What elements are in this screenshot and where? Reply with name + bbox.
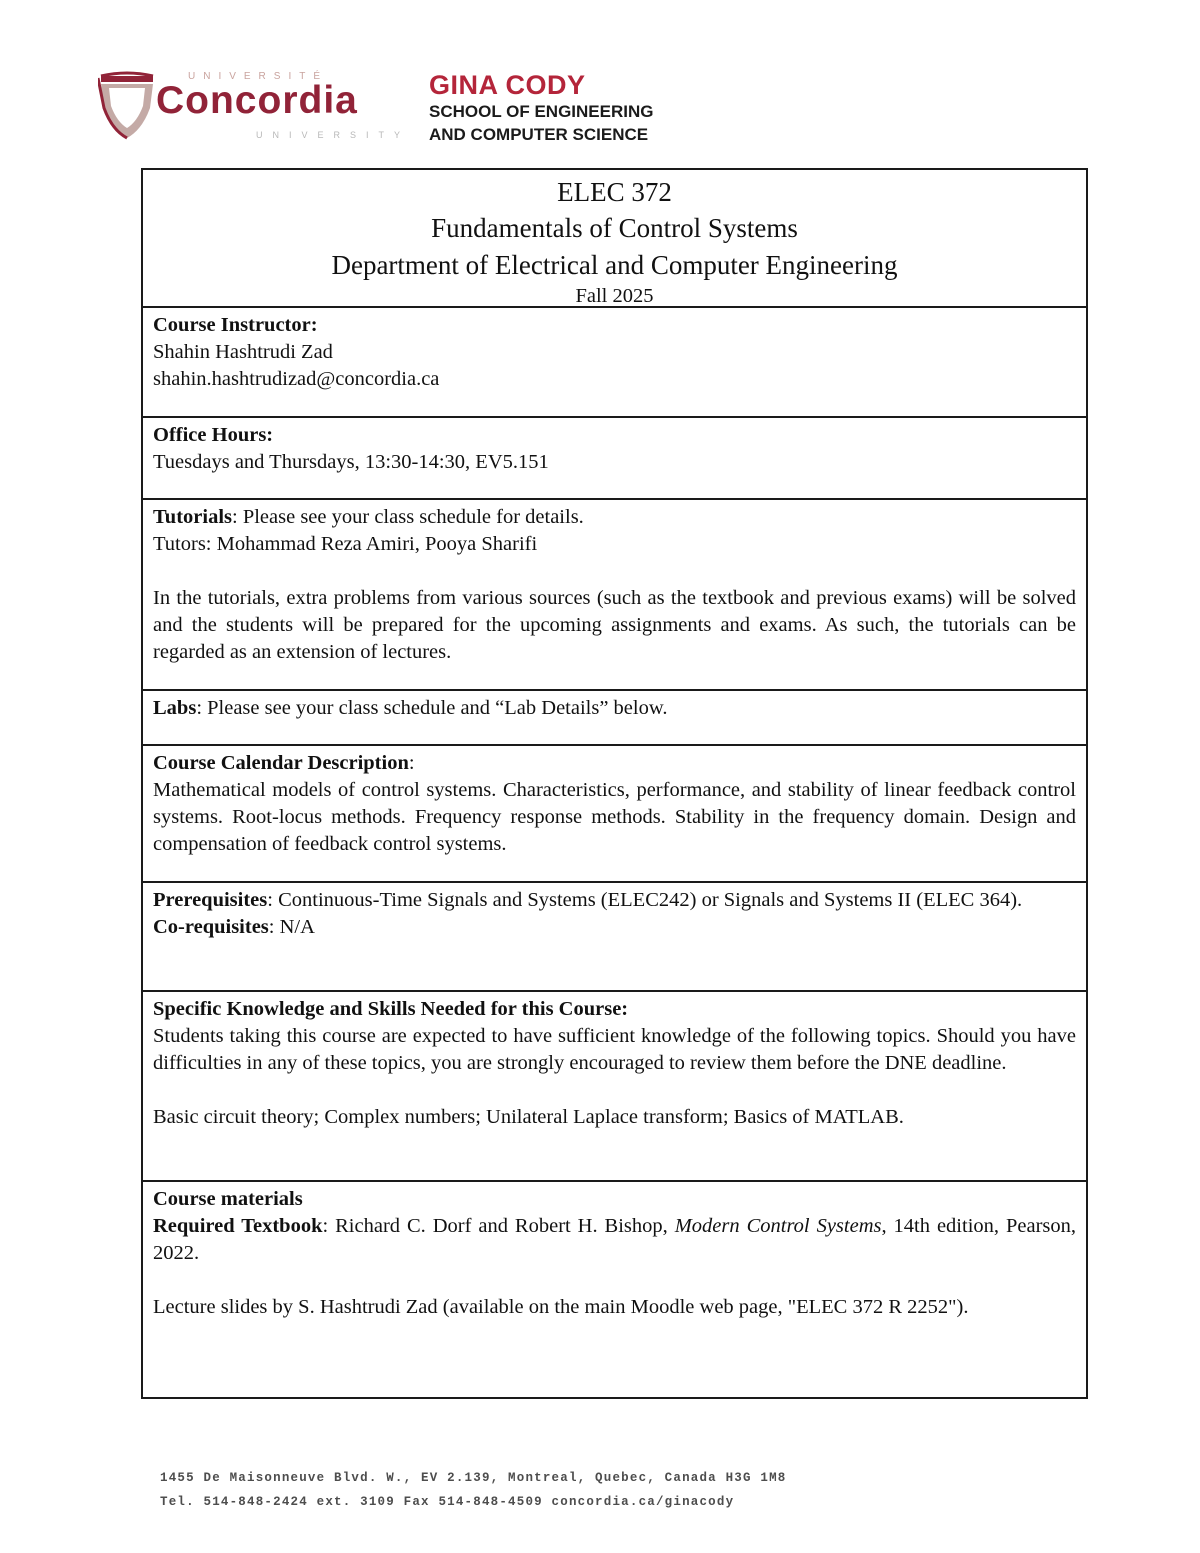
school-line-1: SCHOOL OF ENGINEERING [429,102,654,121]
logo-top-text: UNIVERSITÉ [188,71,329,82]
logo-wordmark: Concordia [156,79,358,122]
prerequisites-label: Prerequisites [153,889,268,911]
calendar-description-cell [143,744,1086,881]
page-header [98,66,718,150]
calendar-colon: : [408,752,415,774]
corequisites-label: Co-requisites [153,916,269,938]
tutorials-cell [143,498,1086,689]
office-hours-text: Tuesdays and Thursdays, 13:30-14:30, EV5.151 [153,451,549,473]
textbook-label: Required Textbook [153,1215,323,1237]
prerequisites-cell [143,881,1086,990]
course-code: ELEC 372 [557,177,672,207]
lecture-slides-note: Lecture slides by S. Hashtrudi Zad (available on the main Moodle web page, "ELEC 372 R 2252"). [153,1296,969,1318]
course-name: Fundamentals of Control Systems [431,213,798,243]
materials-cell [143,1180,1086,1397]
office-hours-cell [143,416,1086,498]
page-footer [160,1466,787,1514]
tutors-list: Tutors: Mohammad Reza Amiri, Pooya Sharifi [153,533,538,555]
calendar-text: Mathematical models of control systems. Characteristics, performance, and stability of linear feedback control systems. Root-locus methods. Frequency response methods. Stability in the frequency domain. Design and compensation of feedback control systems. [153,779,1076,855]
instructor-name: Shahin Hashtrudi Zad [153,341,333,363]
school-line-2: AND COMPUTER SCIENCE [429,125,649,144]
footer-contact: Tel. 514-848-2424 ext. 3109 Fax 514-848-4509 concordia.ca/ginacody [160,1495,735,1509]
skills-text: Students taking this course are expected to have sufficient knowledge of the following topics. Should you have difficulties in any of these topics, you are strongly encouraged to review them before the DNE deadline. [153,1025,1076,1074]
skills-label: Specific Knowledge and Skills Needed for this Course: [153,998,629,1020]
concordia-logo-icon [98,68,156,140]
materials-label: Course materials [153,1188,303,1210]
skills-cell [143,990,1086,1180]
tutorials-paragraph: In the tutorials, extra problems from various sources (such as the textbook and previous exams) will be solved and the students will be prepared for the upcoming assignments and exams. As such, the tutorials can be regarded as an extension of lectures. [153,587,1076,663]
title-cell [143,170,1086,306]
labs-text: : Please see your class schedule and “Lab Details” below. [196,697,668,719]
instructor-email[interactable]: shahin.hashtrudizad@concordia.ca [153,368,440,390]
course-outline-table [141,168,1088,1399]
calendar-label: Course Calendar Description [153,752,409,774]
corequisites-text: : N/A [268,916,315,938]
term: Fall 2025 [575,285,654,307]
instructor-cell [143,306,1086,416]
tutorials-label: Tutorials [153,506,232,528]
office-hours-label: Office Hours: [153,424,274,446]
logo-bottom-text: UNIVERSITY [256,130,411,140]
labs-label: Labs [153,697,197,719]
department-name: Department of Electrical and Computer Engineering [331,250,898,280]
school-name: GINA CODY [429,70,586,100]
instructor-label: Course Instructor: [153,314,318,336]
textbook-title: Modern Control Systems [674,1215,882,1237]
footer-address: 1455 De Maisonneuve Blvd. W., EV 2.139, Montreal, Quebec, Canada H3G 1M8 [160,1471,787,1485]
textbook-authors: : Richard C. Dorf and Robert H. Bishop, [322,1215,675,1237]
skills-topics: Basic circuit theory; Complex numbers; Unilateral Laplace transform; Basics of MATLAB. [153,1106,904,1128]
labs-cell [143,689,1086,744]
tutorials-text: : Please see your class schedule for details. [232,506,584,528]
school-name-block [429,70,654,146]
textbook-edition: , 14th edition, Pearson, 2022. [153,1215,1076,1264]
prerequisites-text: : Continuous-Time Signals and Systems (ELEC242) or Signals and Systems II (ELEC 364). [267,889,1023,911]
